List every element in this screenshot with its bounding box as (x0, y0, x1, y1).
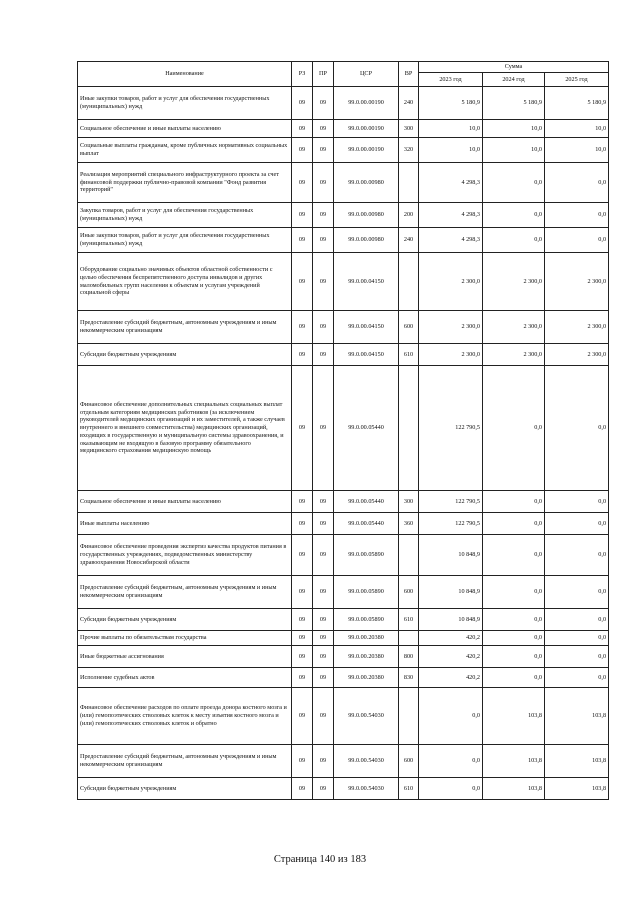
row-name-cell: Социальное обеспечение и иные выплаты населению (78, 491, 292, 513)
row-2023-cell: 420,2 (419, 631, 483, 646)
row-csr-cell: 99.0.00.05890 (334, 576, 399, 609)
row-name-cell: Прочие выплаты по обязательствам государства (78, 631, 292, 646)
row-2025-cell: 0,0 (545, 366, 609, 491)
row-csr-cell: 99.0.00.00980 (334, 228, 399, 253)
row-pr-cell: 09 (313, 120, 334, 138)
row-vr-cell (399, 631, 419, 646)
col-header-2023: 2023 год (419, 73, 483, 87)
row-2024-cell: 0,0 (483, 668, 545, 688)
row-2023-cell: 2 300,0 (419, 253, 483, 311)
row-2024-cell: 0,0 (483, 646, 545, 668)
row-csr-cell: 99.0.00.54030 (334, 745, 399, 778)
row-pr-cell: 09 (313, 631, 334, 646)
row-2025-cell: 0,0 (545, 631, 609, 646)
row-vr-cell: 320 (399, 138, 419, 163)
row-2024-cell: 0,0 (483, 491, 545, 513)
row-name-cell: Субсидии бюджетным учреждениям (78, 778, 292, 800)
row-2024-cell: 0,0 (483, 513, 545, 535)
row-2023-cell: 122 790,5 (419, 366, 483, 491)
row-2023-cell: 0,0 (419, 778, 483, 800)
row-2023-cell: 4 298,3 (419, 163, 483, 203)
col-header-vr: ВР (399, 62, 419, 87)
page-number: Страница 140 из 183 (273, 854, 367, 865)
row-2024-cell: 2 300,0 (483, 311, 545, 344)
row-csr-cell: 99.0.00.04150 (334, 253, 399, 311)
row-vr-cell: 600 (399, 745, 419, 778)
table-header (78, 62, 609, 87)
row-csr-cell: 99.0.00.05890 (334, 535, 399, 576)
table-row (78, 344, 609, 366)
row-2024-cell: 10,0 (483, 138, 545, 163)
row-2024-cell: 0,0 (483, 203, 545, 228)
budget-table (77, 61, 609, 800)
row-name-cell: Социальные выплаты гражданам, кроме публичных нормативных социальных выплат (78, 138, 292, 163)
table-row (78, 668, 609, 688)
row-rz-cell: 09 (292, 513, 313, 535)
col-header-sum: Сумма (419, 62, 609, 73)
row-2023-cell: 10 848,9 (419, 576, 483, 609)
row-2024-cell: 5 180,9 (483, 87, 545, 120)
row-pr-cell: 09 (313, 576, 334, 609)
row-pr-cell: 09 (313, 138, 334, 163)
table-row (78, 535, 609, 576)
table-row (78, 631, 609, 646)
row-csr-cell: 99.0.00.20380 (334, 631, 399, 646)
table-row (78, 688, 609, 745)
row-pr-cell: 09 (313, 491, 334, 513)
row-name-cell: Иные выплаты населению (78, 513, 292, 535)
row-pr-cell: 09 (313, 311, 334, 344)
row-2023-cell: 4 298,3 (419, 203, 483, 228)
row-vr-cell: 240 (399, 228, 419, 253)
table-row (78, 513, 609, 535)
row-name-cell: Социальное обеспечение и иные выплаты населению (78, 120, 292, 138)
table-row (78, 163, 609, 203)
row-2023-cell: 10,0 (419, 120, 483, 138)
row-name-cell: Субсидии бюджетным учреждениям (78, 344, 292, 366)
row-pr-cell: 09 (313, 366, 334, 491)
row-pr-cell: 09 (313, 87, 334, 120)
row-rz-cell: 09 (292, 366, 313, 491)
row-name-cell: Предоставление субсидий бюджетным, автономным учреждениям и иным некоммерческим организациям (78, 311, 292, 344)
row-name-cell: Иные закупки товаров, работ и услуг для обеспечения государственных (муниципальных) нужд (78, 228, 292, 253)
row-rz-cell: 09 (292, 631, 313, 646)
row-rz-cell: 09 (292, 311, 313, 344)
row-2024-cell: 2 300,0 (483, 344, 545, 366)
row-pr-cell: 09 (313, 745, 334, 778)
row-vr-cell: 360 (399, 513, 419, 535)
row-name-cell: Субсидии бюджетным учреждениям (78, 609, 292, 631)
row-pr-cell: 09 (313, 163, 334, 203)
row-2025-cell: 0,0 (545, 646, 609, 668)
row-name-cell: Оборудование социально значимых объектов областной собственности с целью обеспечения беспрепятственного доступа инвалидов и других маломобильных групп населения к объектам и услугам учреждений социальной сферы (78, 253, 292, 311)
row-2024-cell: 103,8 (483, 688, 545, 745)
row-rz-cell: 09 (292, 87, 313, 120)
row-rz-cell: 09 (292, 646, 313, 668)
row-vr-cell: 600 (399, 311, 419, 344)
table-row (78, 576, 609, 609)
row-2025-cell: 103,8 (545, 745, 609, 778)
table-row (78, 609, 609, 631)
row-name-cell: Иные бюджетные ассигнования (78, 646, 292, 668)
row-vr-cell: 610 (399, 609, 419, 631)
row-pr-cell: 09 (313, 778, 334, 800)
col-header-pr: ПР (313, 62, 334, 87)
row-2025-cell: 0,0 (545, 668, 609, 688)
row-pr-cell: 09 (313, 688, 334, 745)
table-row (78, 366, 609, 491)
row-2023-cell: 122 790,5 (419, 491, 483, 513)
row-rz-cell: 09 (292, 576, 313, 609)
row-pr-cell: 09 (313, 344, 334, 366)
row-csr-cell: 99.0.00.00980 (334, 203, 399, 228)
row-rz-cell: 09 (292, 228, 313, 253)
row-2023-cell: 0,0 (419, 688, 483, 745)
row-2025-cell: 0,0 (545, 609, 609, 631)
row-2023-cell: 4 298,3 (419, 228, 483, 253)
row-2023-cell: 2 300,0 (419, 311, 483, 344)
row-name-cell: Предоставление субсидий бюджетным, автономным учреждениям и иным некоммерческим организациям (78, 576, 292, 609)
row-rz-cell: 09 (292, 344, 313, 366)
row-name-cell: Финансовое обеспечение расходов по оплате проезда донора костного мозга и (или) гемопоэтических стволовых клеток к месту изъятия костного мозга и (или) гемопоэтических стволовых клеток и обратно (78, 688, 292, 745)
row-2025-cell: 5 180,9 (545, 87, 609, 120)
table-row (78, 311, 609, 344)
row-2023-cell: 10,0 (419, 138, 483, 163)
row-vr-cell: 800 (399, 646, 419, 668)
row-csr-cell: 99.0.00.20380 (334, 668, 399, 688)
row-2025-cell: 0,0 (545, 228, 609, 253)
row-vr-cell: 600 (399, 576, 419, 609)
row-2023-cell: 420,2 (419, 668, 483, 688)
row-name-cell: Исполнение судебных актов (78, 668, 292, 688)
table-row (78, 491, 609, 513)
row-csr-cell: 99.0.00.00190 (334, 87, 399, 120)
row-csr-cell: 99.0.00.54030 (334, 778, 399, 800)
row-rz-cell: 09 (292, 120, 313, 138)
row-csr-cell: 99.0.00.04150 (334, 311, 399, 344)
table-row (78, 120, 609, 138)
row-2025-cell: 0,0 (545, 491, 609, 513)
row-2023-cell: 0,0 (419, 745, 483, 778)
row-vr-cell (399, 253, 419, 311)
row-2023-cell: 10 848,9 (419, 535, 483, 576)
row-pr-cell: 09 (313, 646, 334, 668)
row-vr-cell (399, 366, 419, 491)
row-2025-cell: 2 300,0 (545, 311, 609, 344)
row-2024-cell: 0,0 (483, 366, 545, 491)
row-pr-cell: 09 (313, 513, 334, 535)
row-2024-cell: 0,0 (483, 535, 545, 576)
row-2023-cell: 420,2 (419, 646, 483, 668)
row-name-cell: Финансовое обеспечение проведения экспертиз качества продуктов питания в государственных учреждениях, подведомственных министерству здравоохранения Новосибирской области (78, 535, 292, 576)
row-2025-cell: 0,0 (545, 203, 609, 228)
row-2024-cell: 0,0 (483, 228, 545, 253)
row-vr-cell: 300 (399, 120, 419, 138)
row-csr-cell: 99.0.00.05440 (334, 513, 399, 535)
row-csr-cell: 99.0.00.05890 (334, 609, 399, 631)
row-2025-cell: 10,0 (545, 138, 609, 163)
row-rz-cell: 09 (292, 163, 313, 203)
row-2024-cell: 0,0 (483, 163, 545, 203)
col-header-rz: РЗ (292, 62, 313, 87)
row-2025-cell: 103,8 (545, 688, 609, 745)
row-2023-cell: 5 180,9 (419, 87, 483, 120)
row-2025-cell: 0,0 (545, 513, 609, 535)
row-pr-cell: 09 (313, 228, 334, 253)
row-2025-cell: 0,0 (545, 163, 609, 203)
row-vr-cell: 610 (399, 344, 419, 366)
row-rz-cell: 09 (292, 203, 313, 228)
row-pr-cell: 09 (313, 253, 334, 311)
row-2023-cell: 122 790,5 (419, 513, 483, 535)
row-2024-cell: 0,0 (483, 631, 545, 646)
row-name-cell: Предоставление субсидий бюджетным, автономным учреждениям и иным некоммерческим организациям (78, 745, 292, 778)
row-pr-cell: 09 (313, 609, 334, 631)
row-2024-cell: 0,0 (483, 609, 545, 631)
col-header-csr: ЦСР (334, 62, 399, 87)
table-row (78, 87, 609, 120)
row-2023-cell: 10 848,9 (419, 609, 483, 631)
row-csr-cell: 99.0.00.05440 (334, 491, 399, 513)
row-rz-cell: 09 (292, 778, 313, 800)
row-rz-cell: 09 (292, 668, 313, 688)
table-row (78, 778, 609, 800)
table-body (78, 87, 609, 800)
table-row (78, 253, 609, 311)
row-pr-cell: 09 (313, 203, 334, 228)
row-2025-cell: 2 300,0 (545, 344, 609, 366)
row-2023-cell: 2 300,0 (419, 344, 483, 366)
row-2024-cell: 10,0 (483, 120, 545, 138)
table-row (78, 203, 609, 228)
row-rz-cell: 09 (292, 535, 313, 576)
row-vr-cell: 300 (399, 491, 419, 513)
row-2025-cell: 10,0 (545, 120, 609, 138)
row-vr-cell: 830 (399, 668, 419, 688)
row-rz-cell: 09 (292, 745, 313, 778)
row-csr-cell: 99.0.00.05440 (334, 366, 399, 491)
row-vr-cell (399, 163, 419, 203)
table-row (78, 646, 609, 668)
row-csr-cell: 99.0.00.04150 (334, 344, 399, 366)
row-2024-cell: 2 300,0 (483, 253, 545, 311)
row-csr-cell: 99.0.00.00190 (334, 138, 399, 163)
row-2025-cell: 0,0 (545, 535, 609, 576)
row-2024-cell: 103,8 (483, 745, 545, 778)
row-pr-cell: 09 (313, 668, 334, 688)
row-csr-cell: 99.0.00.00190 (334, 120, 399, 138)
row-rz-cell: 09 (292, 688, 313, 745)
row-vr-cell (399, 688, 419, 745)
table-row (78, 138, 609, 163)
row-2024-cell: 0,0 (483, 576, 545, 609)
row-vr-cell (399, 535, 419, 576)
row-name-cell: Закупка товаров, работ и услуг для обеспечения государственных (муниципальных) нужд (78, 203, 292, 228)
row-vr-cell: 610 (399, 778, 419, 800)
row-rz-cell: 09 (292, 253, 313, 311)
row-2025-cell: 2 300,0 (545, 253, 609, 311)
row-rz-cell: 09 (292, 138, 313, 163)
col-header-2025: 2025 год (545, 73, 609, 87)
row-rz-cell: 09 (292, 491, 313, 513)
row-name-cell: Иные закупки товаров, работ и услуг для обеспечения государственных (муниципальных) нужд (78, 87, 292, 120)
row-2025-cell: 0,0 (545, 576, 609, 609)
row-vr-cell: 200 (399, 203, 419, 228)
row-name-cell: Реализация мероприятий специального инфраструктурного проекта за счет финансовой поддержки публично-правовой компании "Фонд развития территорий" (78, 163, 292, 203)
row-pr-cell: 09 (313, 535, 334, 576)
table-row (78, 745, 609, 778)
row-name-cell: Финансовое обеспечение дополнительных специальных социальных выплат отдельным категориям медицинских работников (за исключением руководителей медицинских организаций и их заместителей, а также случаев внутреннего и внешнего совместительства) медицинских организаций, входящих в государственную и муниципальную системы здравоохранения, и оказывающим не входящую в базовую программу обязательного медицинского страхования медицинскую помощь (78, 366, 292, 491)
col-header-2024: 2024 год (483, 73, 545, 87)
row-csr-cell: 99.0.00.00980 (334, 163, 399, 203)
row-csr-cell: 99.0.00.54030 (334, 688, 399, 745)
row-2025-cell: 103,8 (545, 778, 609, 800)
row-2024-cell: 103,8 (483, 778, 545, 800)
col-header-name: Наименование (78, 62, 292, 87)
row-csr-cell: 99.0.00.20380 (334, 646, 399, 668)
row-rz-cell: 09 (292, 609, 313, 631)
table-row (78, 228, 609, 253)
row-vr-cell: 240 (399, 87, 419, 120)
